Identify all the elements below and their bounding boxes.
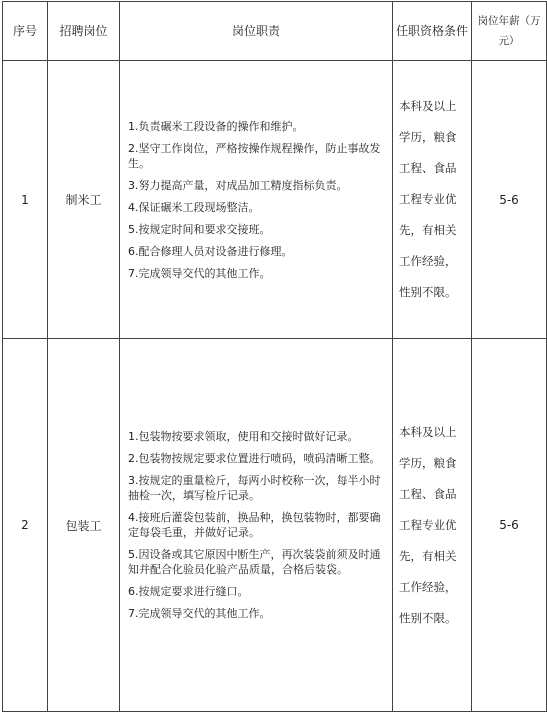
row-duties [120,339,393,712]
header-requirements: 任职资格条件 [393,2,472,61]
duty-item: 4.接班后灌袋包装前，换品种，换包装物时，都要确定每袋毛重，并做好记录。 [128,511,381,539]
table-row [3,61,547,339]
duty-item: 5.因设备或其它原因中断生产，再次装袋前须及时通知并配合化验员化验产品质量，合格后装袋。 [128,548,381,576]
header-position: 招聘岗位 [48,2,120,61]
duty-item: 2.坚守工作岗位，严格按操作规程操作，防止事故发生。 [128,141,381,170]
duty-item: 4.保证碾米工段现场整洁。 [128,200,260,214]
duty-item: 5.按规定时间和要求交接班。 [128,222,271,236]
duty-item: 3.努力提高产量，对成品加工精度指标负责。 [128,178,348,192]
duty-item: 7.完成领导交代的其他工作。 [128,607,271,620]
duty-item: 1.包装物按要求领取，使用和交接时做好记录。 [128,430,359,443]
table-row [3,339,547,712]
duty-item: 7.完成领导交代的其他工作。 [128,266,271,280]
row-requirements: 本科及以上学历，粮食工程、食品工程专业优先，有相关工作经验，性别不限。 [393,61,472,339]
duty-item: 6.配合修理人员对设备进行修理。 [128,244,293,258]
row-salary: 5-6 [472,61,547,339]
header-duties: 岗位职责 [120,2,393,61]
duty-item: 3.按规定的重量检斤，每两小时校称一次，每半小时抽检一次，填写检斤记录。 [128,474,381,502]
row-requirements: 本科及以上学历，粮食工程、食品工程专业优先，有相关工作经验，性别不限。 [393,339,472,712]
row-position: 制米工 [48,61,120,339]
header-index: 序号 [3,2,48,61]
job-table [2,1,547,712]
row-position: 包装工 [48,339,120,712]
row-duties [120,61,393,339]
header-row [3,2,547,61]
header-salary: 岗位年薪（万元） [472,2,547,61]
duty-item: 1.负责碾米工段设备的操作和维护。 [128,119,304,133]
duty-item: 6.按规定要求进行缝口。 [128,585,249,598]
row-salary: 5-6 [472,339,547,712]
duty-item: 2.包装物按规定要求位置进行喷码，喷码清晰工整。 [128,452,381,465]
row-index: 2 [3,339,48,712]
row-index: 1 [3,61,48,339]
